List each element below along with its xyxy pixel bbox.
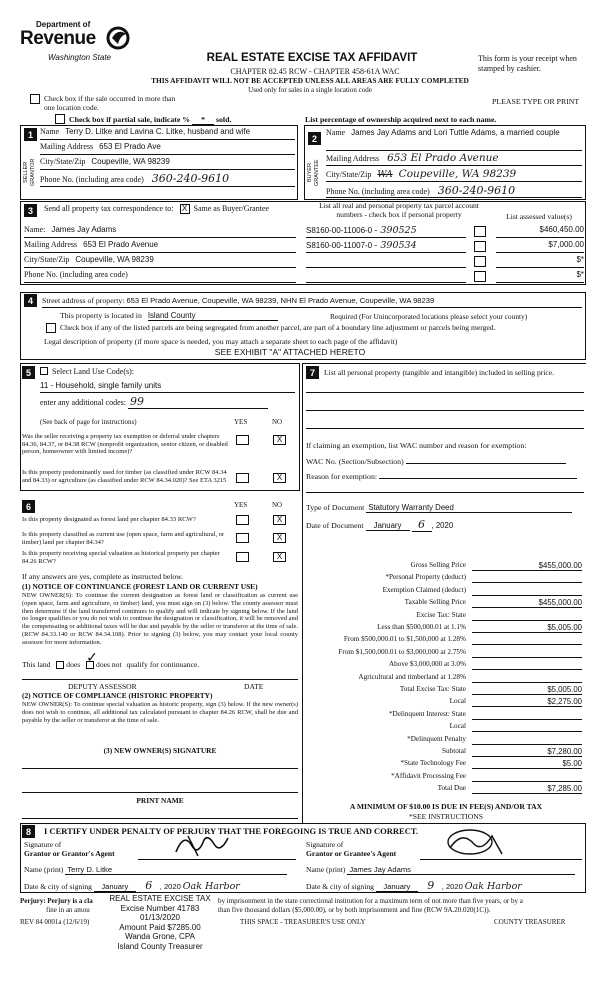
- single-location-note: Used only for sales in a single location code: [248, 86, 372, 94]
- buyer-mailing-label: Mailing Address: [326, 154, 380, 163]
- perjury-line-1: [20, 897, 93, 905]
- seller-phone-row: [40, 172, 295, 187]
- partial-sale-label: Check box if partial sale, indicate %: [69, 115, 191, 124]
- tax-row-label: From $500,000.01 to $1,500,000 at 1.28%: [343, 635, 466, 644]
- tax-row-label: Agricultural and timberland at 1.28%: [358, 672, 466, 681]
- treasurer-stamp: [102, 894, 218, 951]
- grantee-date-year: , 2020: [441, 882, 463, 891]
- grantee-date-row: [306, 879, 527, 893]
- tax-row-value[interactable]: [472, 610, 582, 621]
- tax-row-value[interactable]: [472, 572, 582, 583]
- corr-city-field[interactable]: Coupeville, WA 98239: [75, 255, 154, 264]
- segregated-label: Check box if any of the listed parcels are being segregated from another parcel, are part of a boundary line adjustment or parcels being merged.: [60, 323, 496, 332]
- tax-row-label: *State Technology Fee: [400, 759, 466, 768]
- buyer-phone-row: [326, 184, 582, 198]
- street-label: Street address of property:: [42, 296, 125, 305]
- s6-q2: Is this property classified as current use (open space, farm and agricultural, or timber) land per chapter 84.34?: [22, 531, 225, 546]
- doc-date-row: [306, 518, 453, 532]
- seller-name-field[interactable]: Terry D. Litke and Lavina C. Litke, husband and wife: [65, 127, 251, 136]
- no-header: NO: [272, 418, 283, 426]
- notice-3-title: (3) NEW OWNER(S) SIGNATURE: [103, 746, 217, 755]
- corr-phone-label: Phone No. (including area code): [24, 270, 128, 279]
- grantee-name-row: [306, 865, 575, 875]
- multi-location-checkbox[interactable]: [30, 94, 40, 104]
- q2-yes-checkbox[interactable]: [236, 473, 249, 483]
- certify-heading: I CERTIFY UNDER PENALTY OF PERJURY THAT THE FOREGOING IS TRUE AND CORRECT.: [44, 826, 419, 836]
- tax-row-value[interactable]: [472, 659, 582, 670]
- tax-row-value[interactable]: $7,285.00: [472, 783, 582, 794]
- tax-row-label: Taxable Selling Price: [404, 598, 466, 607]
- street-field[interactable]: 653 El Prado Avenue, Coupeville, WA 98239, NHN El Prado Avenue, Coupeville, WA 98239: [126, 296, 435, 305]
- tax-row-label: Gross Selling Price: [410, 561, 466, 569]
- buyer-side-label: BUYER GRANTEE: [307, 159, 320, 186]
- grantee-sig-label-1: Signature of: [306, 840, 344, 849]
- tax-row-label: *Delinquent Penalty: [407, 734, 466, 743]
- multi-location-label: Check box if the sale occurred in more than one location code.: [44, 94, 176, 112]
- assessed-value[interactable]: $460,450.00: [496, 225, 584, 238]
- doc-type-field[interactable]: Statutory Warranty Deed: [366, 503, 572, 513]
- land-use-code-field[interactable]: 11 - Household, single family units: [40, 381, 295, 393]
- tax-row-value[interactable]: [472, 721, 582, 732]
- section-3-badge: 3: [24, 204, 37, 217]
- deputy-label: DEPUTY ASSESSOR: [68, 682, 137, 691]
- tax-row: [306, 572, 584, 584]
- tax-row-value[interactable]: $2,275.00: [472, 696, 582, 707]
- logo-main-text: Revenue: [20, 28, 96, 49]
- corr-name-field[interactable]: James Jay Adams: [51, 225, 117, 234]
- seller-phone-label: Phone No. (including area code): [40, 175, 144, 184]
- buyer-city-row: [326, 168, 582, 182]
- tax-row: [306, 560, 584, 572]
- form-chapter: CHAPTER 82.45 RCW - CHAPTER 458-61A WAC: [230, 67, 400, 76]
- stamp-line: 01/13/2020: [139, 913, 181, 922]
- partial-pct-field[interactable]: *: [192, 115, 214, 125]
- section-8-badge: 8: [22, 825, 35, 838]
- qualify-label: qualify for continuance.: [126, 660, 200, 669]
- located-row: [60, 311, 278, 321]
- seller-mailing-label: Mailing Address: [40, 142, 94, 151]
- doc-type-row: [306, 503, 572, 513]
- grantor-city-field[interactable]: Oak Harbor: [183, 881, 243, 893]
- this-land-label: This land: [22, 660, 51, 669]
- ownership-note: List percentage of ownership acquired next to each name.: [305, 115, 497, 124]
- county-required-note: Required (For Unincorporated locations please select your county): [330, 312, 528, 321]
- section-2-badge: 2: [308, 132, 321, 145]
- personal-property-heading: List all personal property (tangible and intangible) included in selling price.: [324, 368, 555, 377]
- personal-property-checkbox[interactable]: [474, 241, 486, 252]
- q1-yes-checkbox[interactable]: [236, 435, 249, 445]
- partial-sold-label: sold.: [215, 115, 232, 124]
- reason-field[interactable]: [379, 470, 577, 479]
- new-owner-sig-line-2[interactable]: [22, 792, 298, 793]
- tax-row-value[interactable]: [472, 771, 582, 782]
- seller-city-label: City/State/Zip: [40, 157, 86, 166]
- tax-row: [306, 659, 584, 671]
- q2-no-checkbox[interactable]: X: [273, 473, 286, 483]
- buyer-name-field[interactable]: James Jay Adams and Lori Tuttle Adams, a married couple: [351, 128, 560, 137]
- tax-row-value[interactable]: $7,280.00: [472, 746, 582, 757]
- notice-1-title: (1) NOTICE OF CONTINUANCE (FOREST LAND OR CURRENT USE): [22, 582, 258, 591]
- tax-row: [306, 746, 584, 758]
- tax-table: [306, 560, 584, 800]
- land-use-q1: Was the seller receiving a property tax exemption or deferral under chapters 84.36, 84.37, or 84.38 RCW (nonprofit organization, senior citizen, or disabled person, homeowner with limited income)?: [22, 433, 228, 456]
- assessed-heading: List assessed value(s): [506, 212, 572, 221]
- buyer-phone-label: Phone No. (including area code): [326, 187, 430, 196]
- tax-row-label: Local: [449, 722, 466, 731]
- form-number: REV 84 0001a (12/6/19): [20, 918, 90, 926]
- grantor-date-label: Date & city of signing: [24, 882, 92, 891]
- parcel-row: [306, 270, 584, 284]
- seller-side-label: SELLER GRANTOR: [23, 158, 36, 187]
- assessed-value[interactable]: $*: [496, 255, 584, 268]
- doc-date-label: Date of Document: [306, 521, 364, 530]
- partial-sale-row: [69, 115, 231, 125]
- s6-q3-yes-checkbox[interactable]: [236, 552, 249, 562]
- tax-row-value[interactable]: [472, 585, 582, 596]
- form-warning: THIS AFFIDAVIT WILL NOT BE ACCEPTED UNLESS ALL AREAS ARE FULLY COMPLETED: [151, 76, 469, 85]
- logo-top-text: Department of: [36, 20, 91, 29]
- buyer-city-struck: WA: [377, 170, 393, 180]
- tax-row-label: Above $3,000,000 at 3.0%: [388, 660, 466, 669]
- s6-q1-no-checkbox[interactable]: X: [273, 515, 286, 525]
- segregated-checkbox[interactable]: [46, 323, 56, 333]
- tax-row-label: *Affidavit Processing Fee: [391, 771, 466, 780]
- wac-label: WAC No. (Section/Subsection): [306, 457, 404, 466]
- buyer-name-row: [326, 127, 582, 151]
- tax-row-value[interactable]: [472, 672, 582, 683]
- located-label: This property is located in: [60, 311, 142, 320]
- tax-row-label: Total Due: [437, 784, 466, 793]
- tax-row-label: Excise Tax: State: [416, 610, 466, 619]
- new-owner-sig-line-1[interactable]: [22, 768, 298, 769]
- pp-line-2[interactable]: [306, 410, 584, 411]
- seller-phone-field[interactable]: 360-240-9610: [151, 172, 230, 185]
- s6-no-header: NO: [272, 501, 283, 509]
- parcel-number-field[interactable]: [306, 225, 466, 238]
- land-use-q2: Is this property predominantly used for timber (as classified under RCW 84.34 and 84.33) or agriculture (as classified under RCW 84.34.020)? See ETA 3215: [22, 469, 227, 484]
- notice-1-text: NEW OWNER(S): To continue the current designation as forest land or classification as current use (open space, farm and agriculture, or timber) land, you must sign on (3) below. The county assessor must then determine if the land transferred continues to qualify and will indicate by signing below. If the land no longer qualifies or you do not wish to continue the designation or classification, it will be removed and the compensating or additional taxes will be due and payable by the seller or transferor at the time of sale. (RCW 84.33.140 or RCW 84.34.108). Prior to signing (3) below, you may contact your local county assessor for more information.: [22, 592, 298, 646]
- form-title: REAL ESTATE EXCISE TAX AFFIDAVIT: [206, 52, 418, 64]
- section-1-badge: 1: [24, 128, 37, 141]
- tax-row-value[interactable]: $5.00: [472, 758, 582, 769]
- s6-if-yes: If any answers are yes, complete as instructed below.: [22, 572, 184, 581]
- buyer-mailing-field[interactable]: 653 El Prado Avenue: [387, 152, 499, 164]
- land-use-select-label: Select Land Use Code(s):: [52, 367, 134, 376]
- tax-row-label: *Delinquent Interest: State: [388, 709, 466, 718]
- seller-city-row: [40, 157, 295, 170]
- parcels-heading: List all real and personal property tax parcel account numbers - check box if personal property: [319, 201, 479, 219]
- parcel-number: S8160-00-11006-0: [306, 226, 373, 235]
- tax-row: [306, 672, 584, 684]
- grantee-signature-field[interactable]: [420, 840, 582, 860]
- additional-codes-field[interactable]: 99: [128, 395, 268, 409]
- corr-city-label: City/State/Zip: [24, 255, 70, 264]
- buyer-mailing-row: [326, 152, 582, 166]
- parcel-row: [306, 240, 584, 254]
- tax-row-label: Subtotal: [442, 747, 466, 755]
- additional-codes-row: [40, 395, 268, 409]
- s6-q2-no-checkbox[interactable]: X: [273, 533, 286, 543]
- grantor-date-month[interactable]: January: [94, 882, 136, 892]
- deputy-line[interactable]: [22, 678, 298, 680]
- stamp-line: Island County Treasurer: [117, 941, 203, 951]
- seller-city-field[interactable]: Coupeville, WA 98239: [91, 157, 170, 166]
- grantor-date-row: [24, 879, 243, 893]
- does-not-checkbox[interactable]: [86, 650, 98, 669]
- minimum-fee-note: A MINIMUM OF $10.00 IS DUE IN FEE(S) AND/OR TAX: [349, 802, 543, 811]
- tax-row-label: Exemption Claimed (deduct): [382, 585, 466, 594]
- see-back-note: (See back of page for instructions): [40, 418, 137, 426]
- grantee-signature-scribble-icon: [440, 824, 510, 858]
- s6-yes-header: YES: [234, 501, 248, 509]
- stamp-line: Excise Number 41783: [120, 903, 200, 913]
- reason-label: Reason for exemption:: [306, 472, 378, 481]
- grantee-name-label: Name (print): [306, 865, 346, 874]
- parcel-handwritten: - 390534: [374, 240, 417, 251]
- seller-mailing-row: [40, 142, 295, 155]
- exemption-label: If claiming an exemption, list WAC number and reason for exemption:: [306, 441, 527, 450]
- parcel-row: [306, 255, 584, 269]
- buyer-city-label: City/State/Zip: [326, 170, 372, 179]
- corr-mailing-field[interactable]: 653 El Prado Avenue: [83, 240, 159, 249]
- corr-mailing-label: Mailing Address: [24, 240, 78, 249]
- tax-row: [306, 709, 584, 721]
- grantor-date-day[interactable]: 6: [138, 879, 160, 893]
- print-name-line[interactable]: [22, 818, 298, 819]
- tax-row-label: From $1,500,000.01 to $3,000,000 at 2.75%: [338, 647, 466, 656]
- partial-sale-checkbox[interactable]: [55, 114, 65, 124]
- notice-2-title: (2) NOTICE OF COMPLIANCE (HISTORIC PROPERTY): [22, 691, 213, 700]
- deputy-date-label: DATE: [244, 682, 264, 691]
- grantee-name-field[interactable]: James Jay Adams: [347, 865, 575, 875]
- see-instructions-note: *SEE INSTRUCTIONS: [408, 812, 484, 821]
- parcel-row: [306, 225, 584, 239]
- tax-row-label: Total Excise Tax: State: [399, 685, 466, 693]
- correspondence-heading: Send all property tax correspondence to:: [44, 204, 174, 213]
- personal-property-checkbox[interactable]: [474, 271, 486, 282]
- buyer-phone-field[interactable]: 360-240-9610: [437, 184, 516, 197]
- doc-type-label: Type of Document: [306, 503, 365, 512]
- tax-row-value[interactable]: [472, 709, 582, 720]
- corr-phone-row: [24, 270, 296, 283]
- perjury-part-b: fine in an amou: [46, 906, 90, 914]
- parcel-number: S8160-00-11007-0: [306, 241, 373, 250]
- handwritten-checkmark: ✓: [86, 650, 98, 667]
- section-5-badge: 5: [22, 366, 35, 379]
- land-use-dropdown-marker[interactable]: [40, 367, 48, 375]
- section-4-badge: 4: [24, 294, 37, 307]
- grantor-name-field[interactable]: Terry D. Litke: [65, 865, 287, 875]
- parcel-number-field[interactable]: [306, 255, 466, 268]
- seller-name-label: Name: [40, 127, 60, 136]
- grantor-sig-label-1: Signature of: [24, 840, 62, 849]
- grantor-sig-label-2: Grantor or Grantor's Agent: [24, 849, 115, 858]
- s6-q3: Is this property receiving special valuation as historical property per chapter 84.26 RCW?: [22, 550, 220, 565]
- grantee-date-label: Date & city of signing: [306, 882, 374, 891]
- stamp-line: Amount Paid $7285.00: [119, 922, 201, 932]
- county-treasurer-label: COUNTY TREASURER: [494, 918, 566, 926]
- same-as-buyer-label: Same as Buyer/Grantee: [193, 204, 270, 213]
- pp-line-1[interactable]: [306, 392, 584, 393]
- tax-row: [306, 634, 584, 646]
- grantee-city-field[interactable]: Oak Harbor: [465, 881, 527, 893]
- personal-property-checkbox[interactable]: [474, 256, 486, 267]
- yes-header: YES: [234, 418, 248, 426]
- tax-row-value[interactable]: $5,005.00: [472, 622, 582, 633]
- tax-row: [306, 771, 584, 783]
- pp-line-3[interactable]: [306, 428, 584, 429]
- grantee-sig-label: [306, 840, 396, 858]
- does-not-label: does not: [96, 660, 122, 669]
- grantee-sig-label-2: Grantor or Grantee's Agent: [306, 849, 397, 858]
- treasurer-use-label: THIS SPACE - TREASURER'S USE ONLY: [240, 918, 366, 926]
- perjury-part-d: than five thousand dollars ($5,000.00), or by both imprisonment and fine (RCW 9A.20.020(1C)).: [218, 906, 491, 914]
- perjury-part-a: Perjury: Perjury is a cla: [20, 897, 93, 905]
- doc-date-day[interactable]: 6: [412, 518, 432, 532]
- reason-line-2[interactable]: [306, 492, 584, 493]
- grantor-sig-label: [24, 840, 115, 858]
- q1-no-checkbox[interactable]: X: [273, 435, 286, 445]
- tax-row-value[interactable]: [472, 734, 582, 745]
- grantor-name-row: [24, 865, 287, 875]
- tax-row-value[interactable]: [472, 647, 582, 658]
- logo-sub-text: Washington State: [48, 53, 112, 62]
- tax-row-value[interactable]: [472, 634, 582, 645]
- stamp-line: Wanda Grone, CPA: [125, 932, 195, 941]
- s6-q2-yes-checkbox[interactable]: [236, 533, 249, 543]
- grantor-date-year: , 2020: [159, 882, 181, 891]
- does-checkbox[interactable]: [56, 661, 64, 669]
- tax-row: [306, 647, 584, 659]
- section-7-badge: 7: [306, 366, 319, 379]
- legal-label: Legal description of property (if more space is needed, you may attach a separate sheet to each page of the affidavit): [44, 337, 398, 346]
- grantee-date-month[interactable]: January: [376, 882, 418, 892]
- s6-q3-no-checkbox[interactable]: X: [273, 552, 286, 562]
- grantor-signature-scribble-icon: [168, 830, 238, 860]
- additional-codes-label: enter any additional codes:: [40, 398, 126, 407]
- tax-row: [306, 684, 584, 696]
- tax-row-value[interactable]: $455,000.00: [472, 560, 582, 571]
- tax-row-label: Less than $500,000.01 at 1.1%: [377, 623, 466, 631]
- tax-row-value[interactable]: $5,005.00: [472, 684, 582, 695]
- personal-property-checkbox[interactable]: [474, 226, 486, 237]
- does-label: does: [66, 660, 81, 669]
- s6-q1-yes-checkbox[interactable]: [236, 515, 249, 525]
- tax-row: [306, 585, 584, 597]
- tax-row: [306, 783, 584, 795]
- buyer-name-label: Name: [326, 128, 346, 137]
- tax-row: [306, 758, 584, 770]
- tax-row: [306, 696, 584, 708]
- grantee-date-day[interactable]: 9: [420, 879, 442, 893]
- tax-row-value[interactable]: $455,000.00: [472, 597, 582, 608]
- assessed-value[interactable]: $*: [496, 270, 584, 283]
- seller-name-row: [40, 127, 295, 140]
- tax-row: [306, 721, 584, 733]
- wac-field[interactable]: [406, 455, 566, 464]
- tax-row-label: *Personal Property (deduct): [385, 573, 466, 582]
- assessed-value[interactable]: $7,000.00: [496, 240, 584, 253]
- corr-name-row: [24, 225, 296, 238]
- parcel-number-field[interactable]: [306, 270, 466, 283]
- wac-row: [306, 455, 566, 466]
- print-name-label: PRINT NAME: [136, 796, 184, 805]
- legal-description[interactable]: SEE EXHIBIT "A" ATTACHED HERETO: [214, 347, 366, 357]
- tax-row: [306, 622, 584, 634]
- parcel-handwritten: - 390525: [374, 225, 417, 236]
- perjury-part-c: by imprisonment in the state correctional institution for a maximum term of not more than five years, or by a: [218, 897, 523, 905]
- continuance-row: [22, 650, 200, 669]
- dor-swirl-icon: [106, 24, 130, 52]
- corr-city-row: [24, 255, 296, 268]
- receipt-note: This form is your receipt when stamped by cashier.: [478, 54, 577, 73]
- tax-row: [306, 597, 584, 609]
- tax-row: [306, 734, 584, 746]
- stamp-line: REAL ESTATE EXCISE TAX: [109, 894, 211, 903]
- dor-logo: [14, 20, 134, 70]
- buyer-city-field[interactable]: Coupeville, WA 98239: [398, 168, 517, 180]
- grantor-signature-field[interactable]: [138, 840, 296, 860]
- corr-mailing-row: [24, 240, 296, 253]
- corr-name-label: Name:: [24, 225, 46, 234]
- reason-row: [306, 470, 577, 481]
- parcel-number-field[interactable]: [306, 240, 466, 253]
- s6-q1: Is this property designated as forest land per chapter 84.33 RCW?: [22, 516, 196, 523]
- please-type: PLEASE TYPE OR PRINT: [492, 97, 580, 106]
- doc-date-year: , 2020: [431, 521, 454, 530]
- doc-date-month[interactable]: January: [366, 521, 410, 531]
- section-6-badge: 6: [22, 500, 35, 513]
- street-row: [42, 296, 582, 308]
- notice-2-text: NEW OWNER(S): To continue special valuation as historic property, sign (3) below. If the new owner(s) does not wish to continue, all additional tax calculated pursuant to chapter 84.26 RCW, shall be due and payable by the seller or transferor at the time of sale.: [22, 701, 298, 724]
- tax-row: [306, 610, 584, 622]
- tax-row-label: Local: [449, 697, 466, 706]
- correspondence-heading-row: [44, 204, 269, 214]
- grantor-name-label: Name (print): [24, 865, 64, 874]
- seller-mailing-field[interactable]: 653 El Prado Ave: [99, 142, 161, 151]
- same-as-buyer-checkbox[interactable]: X: [180, 204, 190, 214]
- county-field[interactable]: Island County: [148, 311, 278, 321]
